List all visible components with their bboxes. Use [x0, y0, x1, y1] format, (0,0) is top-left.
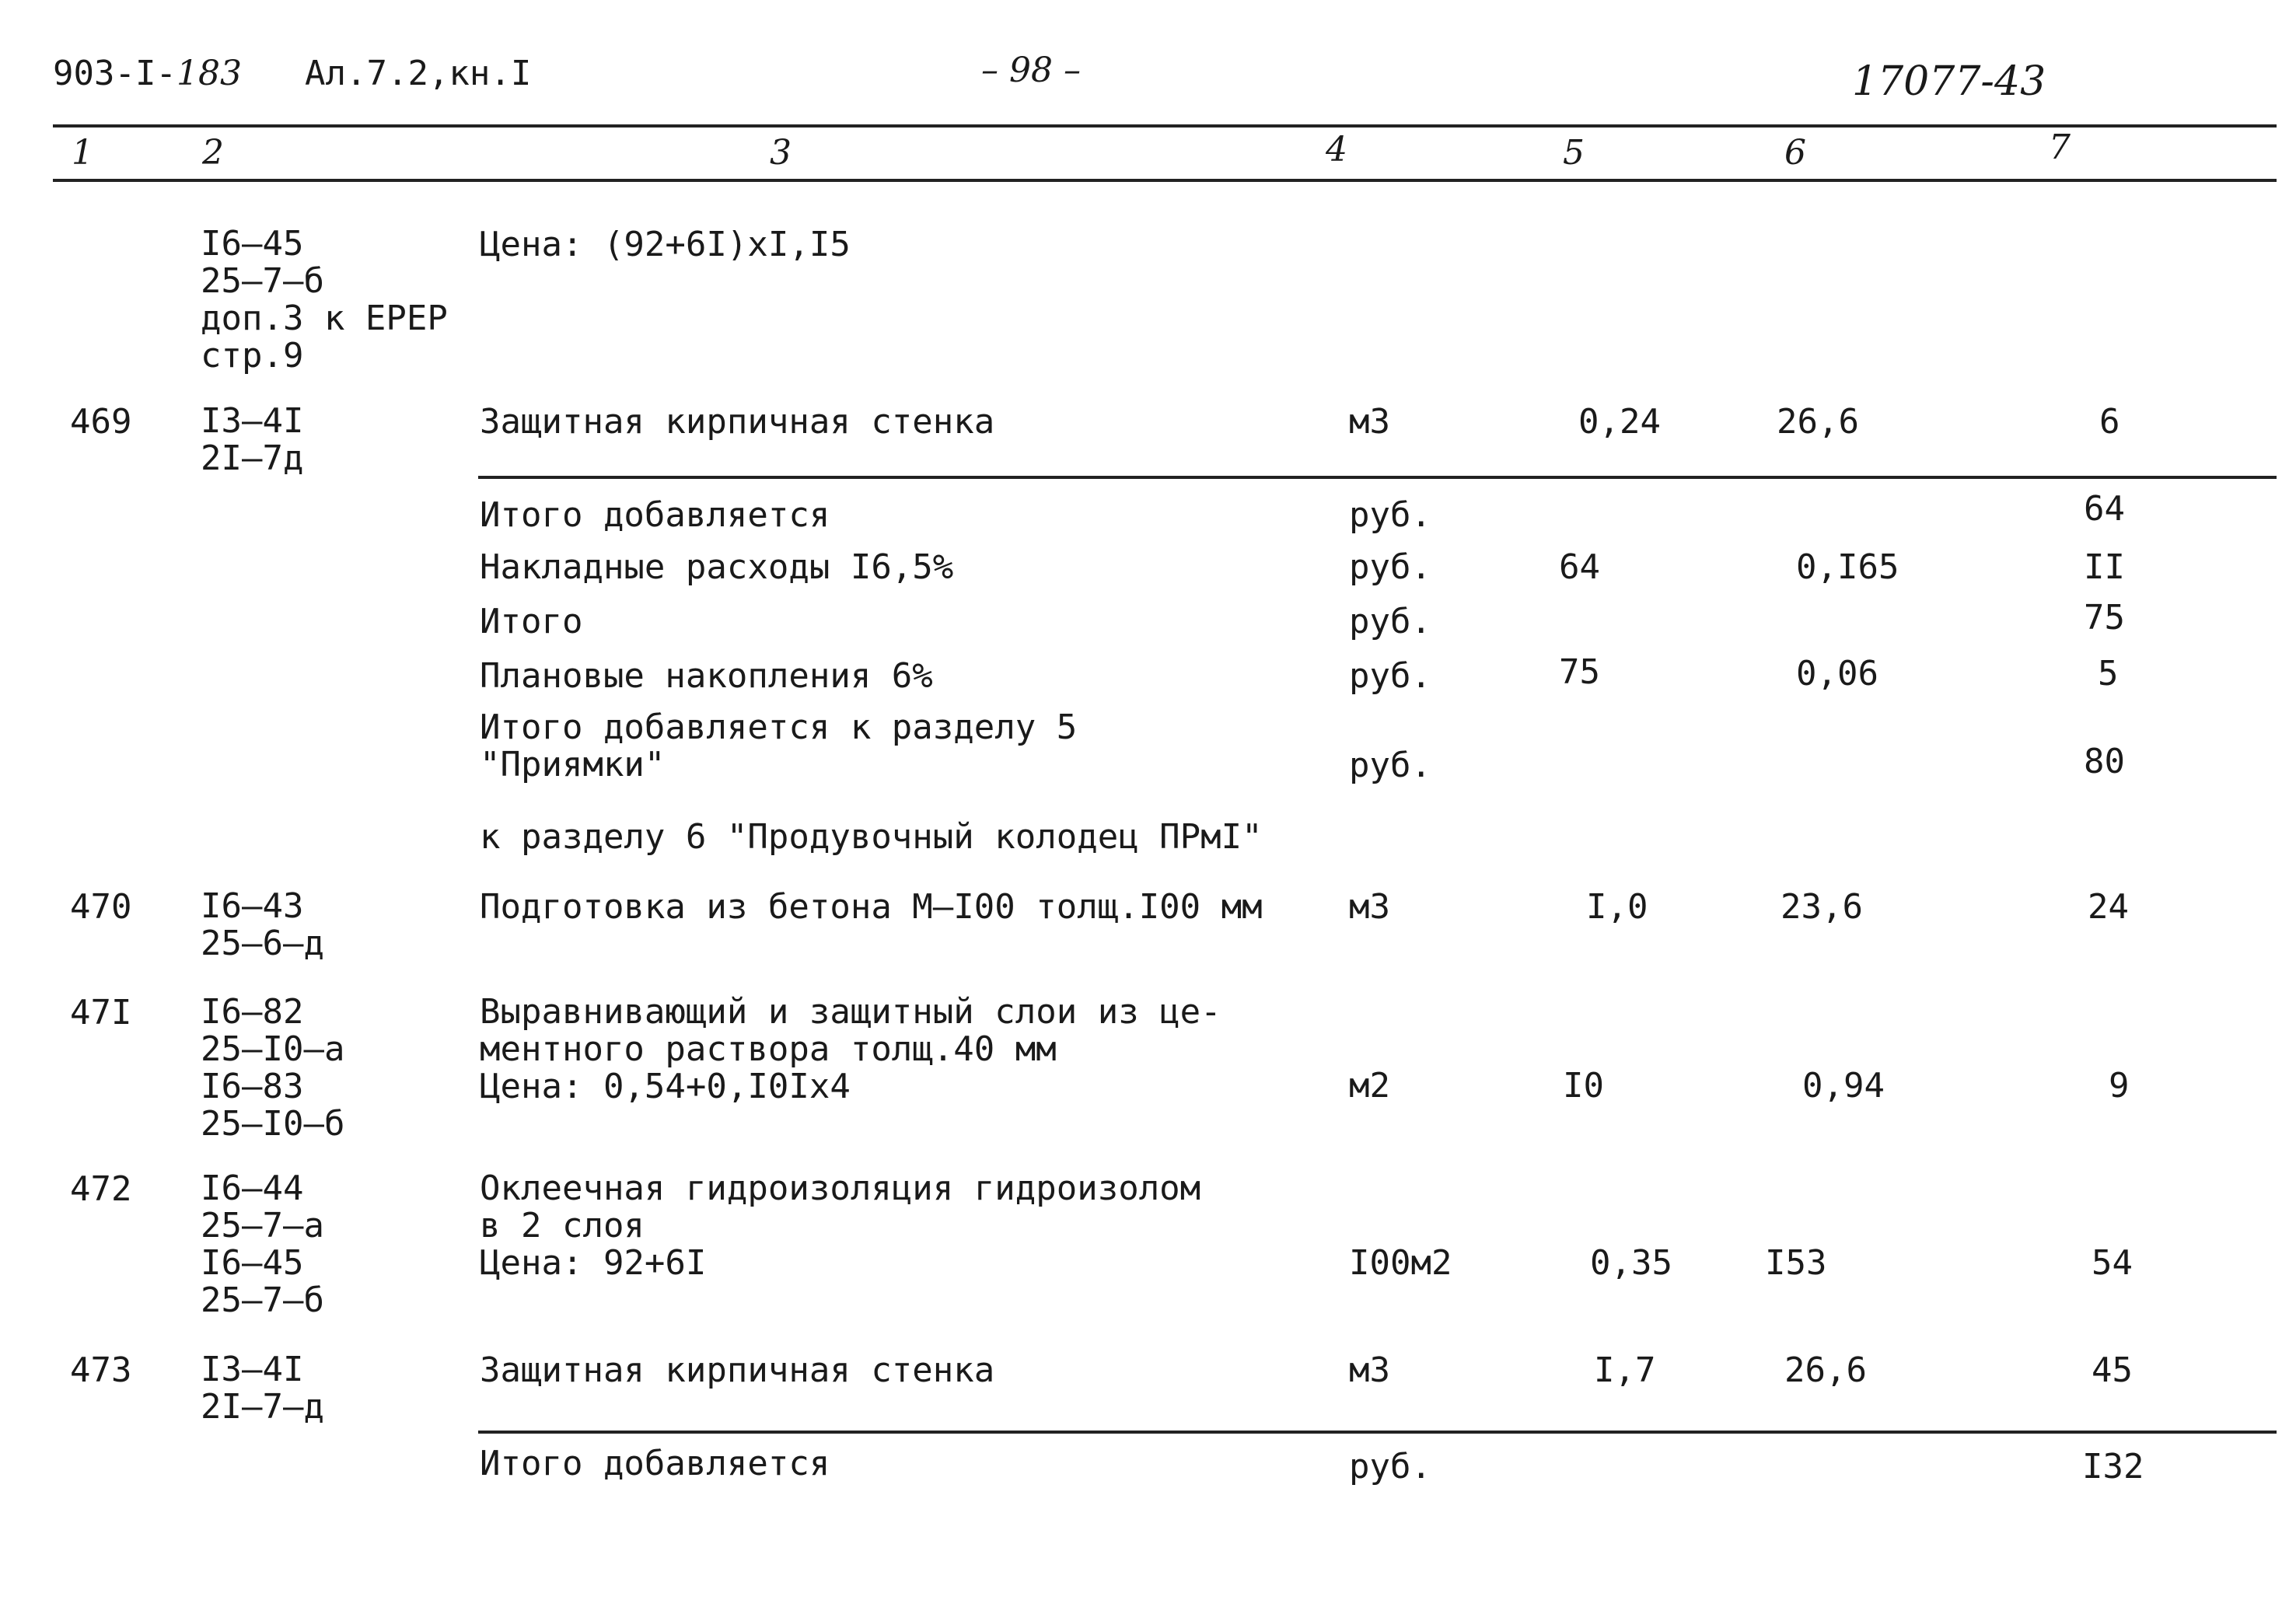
- quantity: I0: [1563, 1066, 1604, 1106]
- code-line: I6–43: [201, 886, 304, 926]
- subtotal-rule: [478, 476, 2277, 479]
- col-1-header: 1: [72, 133, 93, 173]
- total: 75: [2084, 598, 2125, 638]
- code-line: стр.9: [201, 336, 304, 376]
- total: 5: [2098, 654, 2119, 693]
- name-line: ментного раствора толщ.40 мм: [480, 1029, 1057, 1069]
- item-number: 47I: [70, 993, 132, 1032]
- inventory-number: 17077-43: [1852, 58, 2046, 105]
- norm-code: [201, 888, 324, 962]
- item-name: Плановые накопления 6%: [480, 656, 933, 696]
- item-name: [480, 1170, 1200, 1282]
- code-line: 25–7–б: [201, 1280, 324, 1320]
- code-line: 25–6–д: [201, 924, 324, 963]
- unit-price: 26,6: [1784, 1350, 1867, 1390]
- item-number: 473: [70, 1350, 132, 1390]
- norm-code: [201, 1351, 324, 1426]
- item-number: 472: [70, 1169, 132, 1209]
- doc-code: [53, 54, 242, 93]
- total: 80: [2084, 742, 2125, 781]
- code-line: 25–I0–б: [201, 1104, 345, 1144]
- code-line: I6–82: [201, 992, 304, 1032]
- total: 45: [2092, 1350, 2133, 1390]
- code-line: 25–I0–а: [201, 1029, 345, 1069]
- section-heading: к разделу 6 "Продувочный колодец ПРмI": [480, 817, 1263, 857]
- total: 6: [2099, 402, 2120, 442]
- unit: руб.: [1349, 746, 1431, 785]
- col-5-header: 5: [1563, 133, 1585, 173]
- code-line: 2I–7д: [201, 438, 304, 478]
- norm-code: [201, 403, 303, 477]
- total: 54: [2092, 1243, 2133, 1283]
- item-number: 469: [70, 402, 132, 442]
- unit-price: 0,94: [1802, 1066, 1885, 1106]
- page-number: – 98 –: [981, 51, 1081, 90]
- unit-price: 26,6: [1777, 402, 1859, 442]
- quantity: 0,24: [1578, 402, 1661, 442]
- col-4-header: 4: [1326, 130, 1347, 169]
- header-top-rule: [53, 124, 2277, 128]
- col-2-header: 2: [202, 133, 224, 173]
- header-bottom-rule: [53, 179, 2277, 182]
- item-name: Итого: [480, 602, 583, 641]
- quantity: 75: [1559, 652, 1600, 692]
- unit-price: 0,I65: [1796, 547, 1899, 587]
- unit: руб.: [1349, 547, 1431, 587]
- code-line: 25–7–а: [201, 1206, 324, 1245]
- code-line: 2I–7–д: [201, 1387, 324, 1427]
- unit: руб.: [1349, 495, 1431, 535]
- total: 64: [2084, 489, 2125, 529]
- code-line: I6–83: [201, 1067, 304, 1106]
- name-line: в 2 слоя: [480, 1206, 645, 1245]
- col-6-header: 6: [1784, 133, 1806, 173]
- item-name: Накладные расходы I6,5%: [480, 547, 954, 587]
- col-3-header: 3: [770, 133, 792, 173]
- quantity: I,0: [1586, 887, 1648, 927]
- subtotal-rule: [478, 1431, 2277, 1434]
- name-line: Цена: 92+6I: [480, 1243, 707, 1283]
- code-line: 25–7–б: [201, 261, 324, 301]
- name-line: Итого добавляется к разделу 5: [480, 707, 1078, 747]
- item-name: Итого добавляется: [480, 1444, 830, 1483]
- unit: I00м2: [1349, 1243, 1452, 1283]
- norm-code: [201, 1170, 324, 1319]
- unit: руб.: [1349, 656, 1431, 696]
- item-name: Итого добавляется: [480, 495, 830, 535]
- unit: м3: [1349, 887, 1390, 927]
- quantity: 64: [1559, 547, 1600, 587]
- name-line: Выравнивающий и защитный слои из це-: [480, 992, 1221, 1032]
- doc-code-handwritten: 183: [176, 54, 242, 93]
- total: I32: [2082, 1447, 2144, 1486]
- unit-price: I53: [1765, 1243, 1827, 1283]
- code-line: I6–44: [201, 1169, 304, 1208]
- unit-price: 23,6: [1781, 887, 1863, 927]
- col-7-header: 7: [2049, 128, 2071, 167]
- total: 9: [2109, 1066, 2130, 1106]
- unit: руб.: [1349, 1447, 1431, 1486]
- album-ref: Ал.7.2,кн.I: [305, 54, 532, 93]
- name-line: Цена: 0,54+0,I0Ix4: [480, 1067, 851, 1106]
- code-line: I3–4I: [201, 1350, 304, 1389]
- item-number: 470: [70, 887, 132, 927]
- item-name: Цена: (92+6I)xI,I5: [480, 225, 851, 264]
- total: 24: [2088, 887, 2129, 927]
- code-line: доп.3 к ЕРЕР: [201, 299, 448, 338]
- code-line: I3–4I: [201, 401, 304, 441]
- unit: м2: [1349, 1066, 1390, 1106]
- code-line: I6–45: [201, 1243, 304, 1283]
- norm-code: [201, 225, 448, 375]
- unit: м3: [1349, 1350, 1390, 1390]
- unit: руб.: [1349, 602, 1431, 641]
- item-name: [480, 994, 1221, 1106]
- doc-code-print: 903-I-: [53, 54, 176, 93]
- quantity: I,7: [1594, 1350, 1656, 1390]
- item-name: Защитная кирпичная стенка: [480, 402, 995, 442]
- item-name: Защитная кирпичная стенка: [480, 1350, 995, 1390]
- name-line: "Приямки": [480, 745, 666, 784]
- quantity: 0,35: [1590, 1243, 1672, 1283]
- unit-price: 0,06: [1796, 654, 1878, 693]
- item-name: Подготовка из бетона М–I00 толщ.I00 мм: [480, 887, 1263, 927]
- unit: м3: [1349, 402, 1390, 442]
- item-name: [480, 709, 1077, 784]
- total: II: [2084, 547, 2125, 587]
- name-line: Оклеечная гидроизоляция гидроизолом: [480, 1169, 1201, 1208]
- code-line: I6–45: [201, 224, 304, 264]
- norm-code: [201, 994, 344, 1143]
